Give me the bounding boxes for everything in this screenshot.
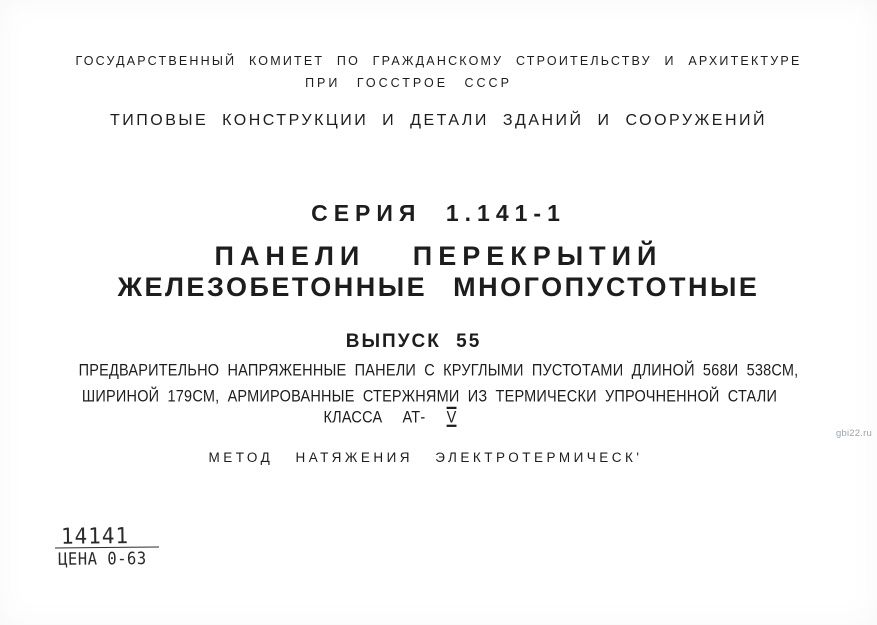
description-line-2: ШИРИНОЙ 179СМ, АРМИРОВАННЫЕ СТЕРЖНЯМИ ИЗ ТЕРМИЧЕСКИ УПРОЧНЕННОЙ СТАЛИ bbox=[81, 388, 778, 406]
price-stamp-block bbox=[55, 523, 159, 570]
description-line-3 bbox=[0, 409, 829, 427]
series-number-heading: СЕРИЯ 1.141-1 bbox=[311, 200, 566, 226]
organization-name-line-1: ГОСУДАРСТВЕННЫЙ КОМИТЕТ ПО ГРАЖДАНСКОМУ СТРОИТЕЛЬСТВУ И АРХИТЕКТУРЕ bbox=[75, 54, 802, 68]
steel-class-prefix: КЛАССА АТ- bbox=[323, 409, 446, 427]
description-line-1: ПРЕДВАРИТЕЛЬНО НАПРЯЖЕННЫЕ ПАНЕЛИ С КРУГЛЫМИ ПУСТОТАМИ ДЛИНОЙ 568И 538СМ, bbox=[78, 362, 799, 380]
stamp-number: 14141 bbox=[60, 523, 130, 550]
issue-number-heading: ВЫПУСК 55 bbox=[345, 331, 482, 352]
organization-name-line-2: ПРИ ГОССТРОЕ СССР bbox=[305, 76, 512, 90]
document-type-heading: ТИПОВЫЕ КОНСТРУКЦИИ И ДЕТАЛИ ЗДАНИЙ И СООРУЖЕНИЙ bbox=[109, 112, 768, 129]
site-watermark: gbi22.ru bbox=[836, 428, 872, 439]
price-label: ЦЕНА 0-63 bbox=[58, 548, 147, 570]
main-title-line-2: ЖЕЛЕЗОБЕТОННЫЕ МНОГОПУСТОТНЫЕ bbox=[117, 272, 760, 302]
tensioning-method-line: МЕТОД НАТЯЖЕНИЯ ЭЛЕКТРОТЕРМИЧЕСК' bbox=[208, 450, 643, 465]
main-title-line-1: ПАНЕЛИ ПЕРЕКРЫТИЙ bbox=[214, 241, 663, 271]
steel-class-roman-numeral: V bbox=[446, 409, 457, 427]
